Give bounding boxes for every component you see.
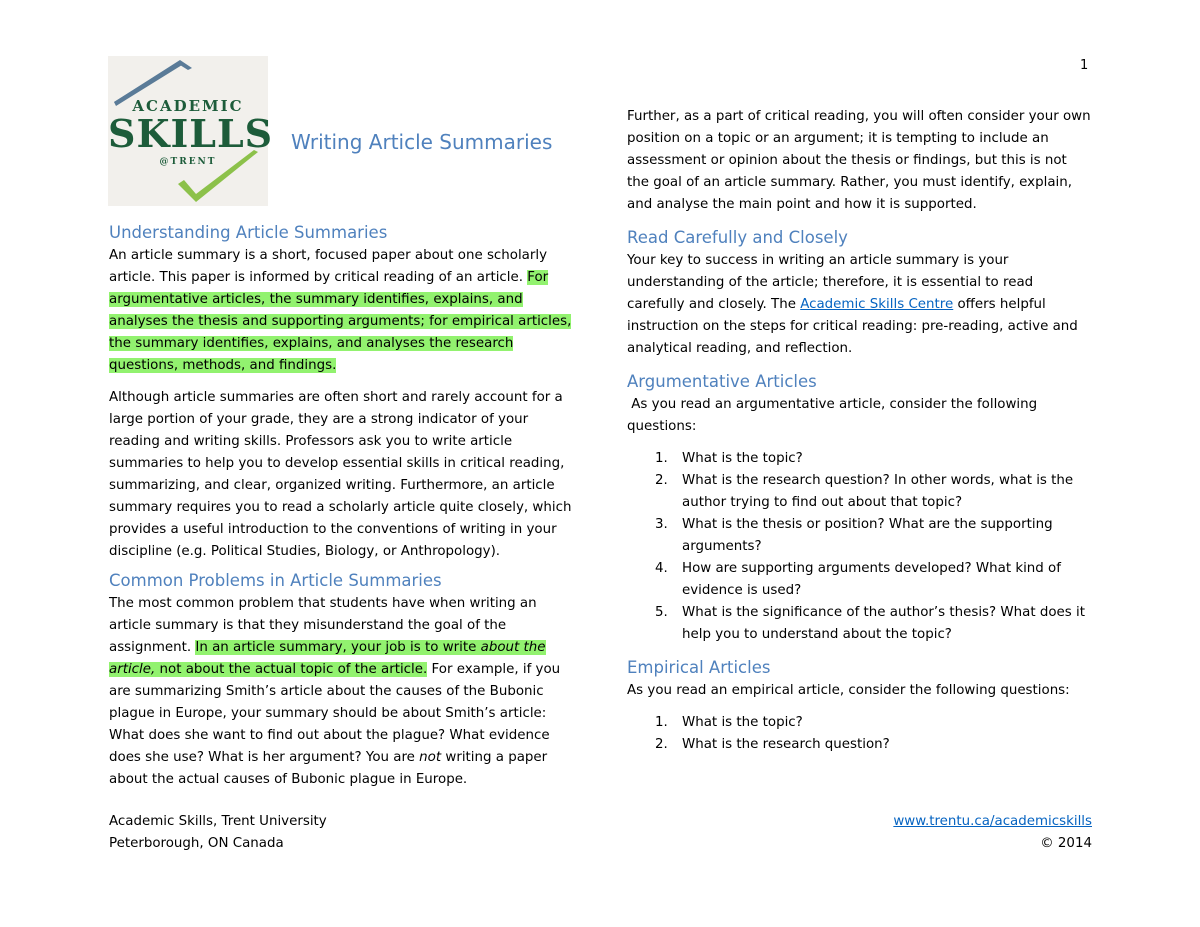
logo-text-academic: ACADEMIC bbox=[132, 97, 244, 115]
logo-text-trent: @TRENT bbox=[159, 157, 217, 167]
list-item-number: 1. bbox=[655, 451, 668, 466]
text-span: writing a paper about the actual causes of Bubonic plague in Europe. bbox=[109, 750, 548, 787]
footer-institution: Academic Skills, Trent University bbox=[109, 814, 327, 829]
list-item-text: What is the research question? In other words, what is the author trying to find out about that topic? bbox=[682, 473, 1074, 510]
footer-address bbox=[109, 811, 327, 855]
list-item-number: 4. bbox=[655, 561, 668, 576]
list-item-text: What is the topic? bbox=[682, 715, 803, 730]
list-item bbox=[627, 712, 1092, 734]
text-span: offers helpful instruction on the steps for critical reading: pre-reading, active and analytical reading, and reflection. bbox=[627, 297, 1078, 356]
list-item-text: What is the thesis or position? What are the supporting arguments? bbox=[682, 517, 1053, 554]
section-heading-empirical: Empirical Articles bbox=[627, 658, 771, 677]
list-item-number: 5. bbox=[655, 605, 668, 620]
section-heading-common-problems: Common Problems in Article Summaries bbox=[109, 571, 442, 590]
list-item-number: 2. bbox=[655, 473, 668, 488]
paragraph-importance: Although article summaries are often short and rarely account for a large portion of your grade, they are a strong indicator of your reading and writing skills. Professors ask you to write article summaries to help you to develop essential skills in critical reading, summarizing, and clear, organized writing. Furthermore, an article summary requires you to read a scholarly article quite closely, which provides a useful introduction to the conventions of writing in your discipline (e.g. Political Studies, Biology, or Anthropology). bbox=[109, 390, 572, 559]
text-span: The most common problem that students have when writing an article summary is that they misunderstand the goal of the assignment. bbox=[109, 596, 537, 655]
list-item-text: What is the research question? bbox=[682, 737, 890, 752]
list-item bbox=[627, 558, 1092, 602]
section-heading-understanding: Understanding Article Summaries bbox=[109, 223, 388, 242]
list-item bbox=[627, 448, 1092, 470]
footer-location: Peterborough, ON Canada bbox=[109, 836, 284, 851]
list-item-number: 3. bbox=[655, 517, 668, 532]
footer-right bbox=[893, 811, 1092, 855]
text-span: For example, if you are summarizing Smith’s article about the causes of the Bubonic plague in Europe, your summary should be about Smith’s article: What does she want to find out about the plague? What evidence does she use? What is her argument? You are bbox=[109, 662, 561, 765]
list-item bbox=[627, 470, 1092, 514]
italic-text: not bbox=[419, 750, 442, 765]
academic-skills-centre-link[interactable]: Academic Skills Centre bbox=[800, 297, 954, 312]
text-span: In an article summary, your job is to write bbox=[195, 640, 481, 655]
academic-skills-logo bbox=[108, 56, 274, 206]
paragraph-common-problems bbox=[109, 593, 579, 791]
paragraph-definition bbox=[109, 245, 579, 377]
logo-text-skills: SKILLS bbox=[108, 111, 274, 156]
page-number: 1 bbox=[1080, 58, 1089, 73]
paragraph-read-carefully bbox=[627, 250, 1092, 360]
paragraph-empirical-intro: As you read an empirical article, consider the following questions: bbox=[627, 683, 1070, 698]
document-title: Writing Article Summaries bbox=[291, 130, 553, 154]
section-heading-read-carefully: Read Carefully and Closely bbox=[627, 228, 848, 247]
paragraph-critical-reading: Further, as a part of critical reading, you will often consider your own position on a topic or an argument; it is tempting to include an assessment or opinion about the thesis or findings, but this is not the goal of an article summary. Rather, you must identify, explain, and analyse the main point and how it is supported. bbox=[627, 109, 1091, 212]
list-item-text: What is the significance of the author’s thesis? What does it help you to understand about the topic? bbox=[682, 605, 1085, 642]
right-column bbox=[627, 106, 1092, 756]
list-item bbox=[627, 514, 1092, 558]
list-item-text: How are supporting arguments developed? What kind of evidence is used? bbox=[682, 561, 1061, 598]
text-span: not about the actual topic of the article. bbox=[155, 662, 428, 677]
text-span: Your key to success in writing an article summary is your understanding of the article; therefore, it is essential to read carefully and closely. The bbox=[627, 253, 1034, 312]
list-item bbox=[627, 602, 1092, 646]
list-item-number: 2. bbox=[655, 737, 668, 752]
highlighted-text: For argumentative articles, the summary identifies, explains, and analyses the thesis and supporting arguments; for empirical articles, the summary identifies, explains, and analyses the research questions, methods, and findings. bbox=[109, 270, 572, 373]
list-item-number: 1. bbox=[655, 715, 668, 730]
italic-text: about the article, bbox=[109, 640, 546, 677]
list-item-text: What is the topic? bbox=[682, 451, 803, 466]
list-item bbox=[627, 734, 1092, 756]
empirical-questions-list bbox=[627, 712, 1092, 756]
section-heading-argumentative: Argumentative Articles bbox=[627, 372, 817, 391]
footer-copyright: © 2014 bbox=[1040, 836, 1092, 851]
argumentative-questions-list bbox=[627, 448, 1092, 646]
footer-website-link[interactable]: www.trentu.ca/academicskills bbox=[893, 814, 1092, 829]
text-span: An article summary is a short, focused paper about one scholarly article. This paper is informed by critical reading of an article. bbox=[109, 248, 548, 285]
paragraph-argumentative-intro: As you read an argumentative article, consider the following questions: bbox=[627, 397, 1042, 434]
left-column bbox=[109, 221, 579, 791]
